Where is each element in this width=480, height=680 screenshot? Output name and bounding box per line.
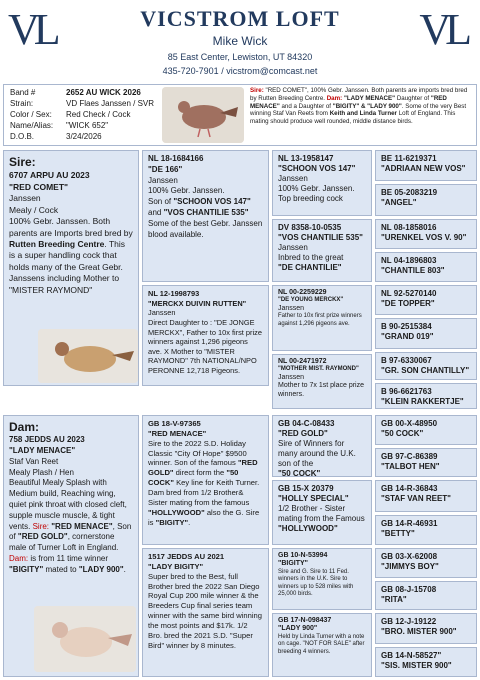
dam-photo: [34, 606, 136, 672]
band-value: 2652 AU WICK 2026: [66, 88, 141, 97]
logo-left: VL: [8, 5, 55, 54]
bird-photo: [162, 87, 244, 143]
bird-info-panel: [3, 84, 477, 146]
dam-panel: Dam: 758 JEDDS AU 2023 "LADY MENACE" Staf Van Reet Mealy Plash / Hen Beautiful Mealy Splash with Medium build, Reaching wing, quiet pink throat with closed cleft, supple muscle muscle, & tight vents. Sire: "RED MENACE", Son of "RED GOLD", cornerstone male of Turner Loft in England. Dam: is from 11 time winner "BIGITY" mated to "LADY 900".: [3, 415, 139, 677]
dam-gf2-panel: GB 10-N-53994 "BIGITY" Sire and G. Sire to 11 Fed. winners in the U.K. Sire to winners up to 528 miles with 25,000 birds.: [272, 548, 372, 610]
name-label: Name/Alias:: [10, 121, 54, 130]
sire-mother-panel: NL 12-1998793 "MERCKX DUIVIN RUTTEN" Janssen Direct Daughter to : "DE JONGE MERCKX", Father to 10x first prize winners against 1,296 pigeons ave. X Mother to "MISTER RAYMOND" 7th NATIONAL/NPO PERONNE 12,718 Pigeons.: [142, 285, 269, 386]
pairing-note: Sire: "RED COMET", 100% Gebr. Janssen. Both parents are imports bred bred by Rutten Breeding Centre. Dam: "LADY MENACE" Daughter of "RED MENACE" and a Daughter of "BIGITY" & "LADY 900". Some of the very Best winning Staf Van Reets from Keith and Linda Turner Loft of England. This mating should produce well rounded, middle distance birds.: [250, 87, 468, 125]
dam-gm2-panel: GB 17-N-098437 "LADY 900" Held by Linda Turner with a note on cage. "NOT FOR SALE" after breeding 4 winners.: [272, 613, 372, 677]
sire-gm2-panel: NL 00-2471972 "MOTHER MIST. RAYMOND" Janssen Mother to 7x 1st place prize winners.: [272, 354, 372, 409]
name-value: "WICK 652": [66, 121, 109, 130]
sire-photo: [38, 329, 138, 383]
sire-father-panel: NL 18-1684166 "DE 166" Janssen 100% Gebr. Janssen. Son of "SCHOON VOS 147" and "VOS CHANTILIE 535" Some of the best Gebr. Janssen blood available.: [142, 150, 269, 282]
address: 85 East Center, Lewiston, UT 84320: [167, 52, 313, 62]
owner-name: Mike Wick: [212, 34, 268, 48]
dob-label: D.O.B.: [10, 132, 35, 141]
sire-gf2-panel: NL 00-2259229 "DE YOUNG MERCKX" Janssen Father to 10x first prize winners against 1,296 pigeons ave.: [272, 285, 372, 351]
color-label: Color / Sex:: [10, 110, 52, 119]
header: [0, 0, 480, 82]
sire-gm1-panel: DV 8358-10-0535 "VOS CHANTILIE 535" Janssen Inbred to the great "DE CHANTILIE": [272, 219, 372, 282]
sire-gf1-panel: NL 13-1958147 "SCHOON VOS 147" Janssen 100% Gebr. Janssen. Top breeding cock: [272, 150, 372, 216]
loft-title: VICSTROM LOFT: [140, 6, 340, 31]
strain-label: Strain:: [10, 99, 34, 108]
band-label: Band #: [10, 88, 36, 97]
sire-panel: Sire: 6707 ARPU AU 2023 "RED COMET" Janssen Mealy / Cock 100% Gebr. Janssen. Both parents are Imports bred bred by Rutten Breeding Centre. This is a super handling cock that holds many of the Great Gebr. Janssens including Mother to "MISTER RAYMOND": [3, 150, 139, 386]
dam-gm1-panel: GB 15-X 20379 "HOLLY SPECIAL" 1/2 Brother - Sister mating from the Famous "HOLLYWOOD": [272, 480, 372, 545]
dam-gf1-panel: GB 04-C-08433 "RED GOLD" Sire of Winners for many around the U.K. son of the "50 COCK": [272, 415, 372, 477]
strain-value: VD Flaes Janssen / SVR: [66, 99, 155, 108]
dam-father-panel: GB 18-V-97365 "RED MENACE" Sire to the 2022 S.D. Holiday Classic "City Of Hope" $9500 winner. Son of the famous "RED GOLD" direct form the "50 COCK" Key line for Keith Turner. Dam bred from 1/2 Brother& Sister mating from the famous "HOLLYWOOD" also the G. Sire is "BIGITY".: [142, 415, 269, 545]
contact: 435-720-7901 / vicstrom@comcast.net: [162, 66, 318, 76]
color-value: Red Check / Cock: [66, 110, 131, 119]
logo-right: VL: [419, 5, 466, 54]
dob-value: 3/24/2026: [66, 132, 102, 141]
dam-mother-panel: 1517 JEDDS AU 2021 "LADY BIGITY" Super bred to the Best, full Brother bred the 2022 San Diego Royal Cup 200 mile winner & the Breeders Cup final series team winner with the same bird winning the most points and $17k. 1/2 Bro. bred the 2021 S.D. "Super Bird" winner by 8 minutes.: [142, 548, 269, 677]
